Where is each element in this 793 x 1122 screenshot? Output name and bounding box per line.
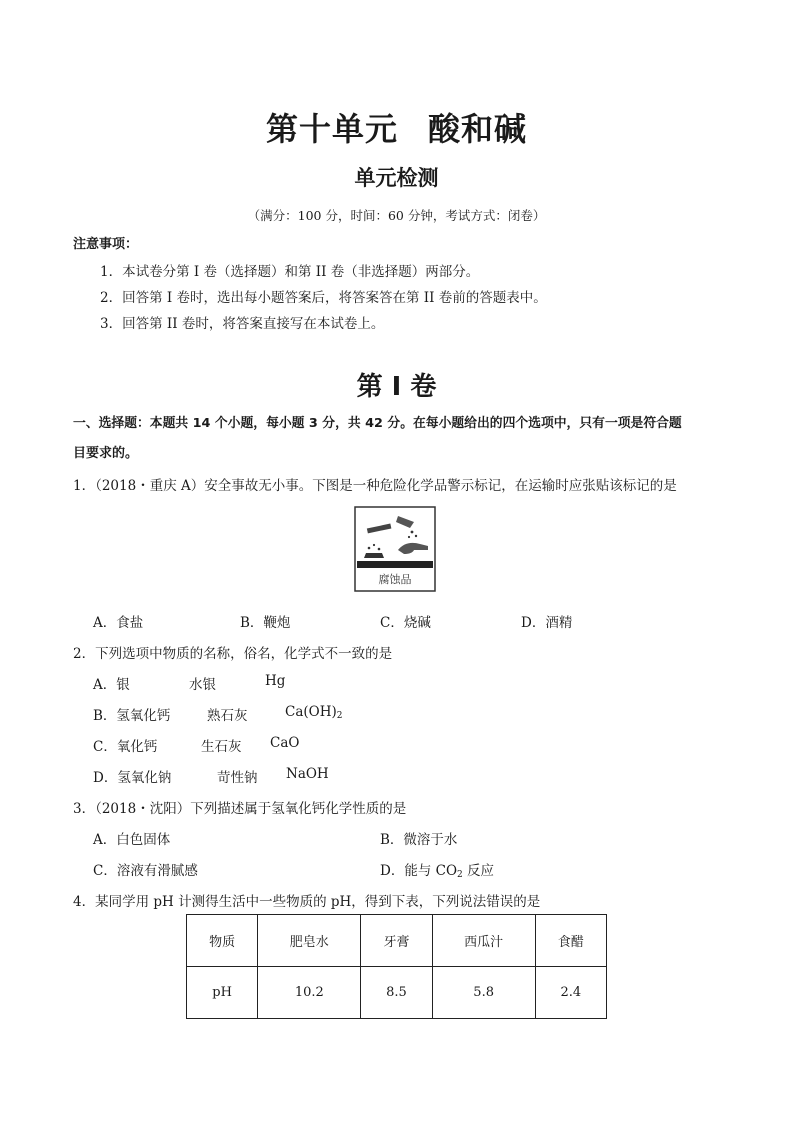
table-cell: 10.2 — [258, 967, 361, 1019]
q2-option-a-formula: Hg — [265, 673, 286, 689]
table-cell: 5.8 — [432, 967, 535, 1019]
table-row — [187, 915, 607, 967]
q1-option-b: B．鞭炮 — [240, 615, 291, 631]
q3-option-a: A．白色固体 — [93, 832, 171, 848]
table-header-cell: 西瓜汁 — [432, 915, 535, 967]
table-header-cell: 肥皂水 — [258, 915, 361, 967]
corrosive-warning-sign — [354, 506, 436, 592]
q3-stem: 3．（2018・沈阳）下列描述属于氢氧化钙化学性质的是 — [73, 801, 407, 817]
q2-option-c-common: 生石灰 — [201, 739, 242, 755]
q2-option-d-label: D．氢氧化钠 — [93, 770, 172, 786]
section-instruction-line1: 一、选择题：本题共 14 个小题，每小题 3 分，共 42 分。在每小题给出的四个选项中，只有一项是符合题 — [73, 416, 682, 431]
q2-option-c-label: C．氧化钙 — [93, 739, 158, 755]
q1-option-a: A．食盐 — [93, 615, 144, 631]
notice-heading: 注意事项： — [73, 237, 139, 252]
q2-stem: 2．下列选项中物质的名称，俗名，化学式不一致的是 — [73, 646, 393, 662]
q3-option-c: C．溶液有滑腻感 — [93, 863, 198, 879]
table-row — [187, 967, 607, 1019]
table-cell: pH — [187, 967, 258, 1019]
q2-option-d-formula: NaOH — [286, 766, 329, 782]
q2-option-b-formula: $Ca(OH)_2$ — [285, 704, 343, 721]
exam-meta: （满分：100 分，时间：60 分钟，考试方式：闭卷） — [247, 208, 546, 223]
q1-stem: 1．（2018・重庆 A）安全事故无小事。下图是一种危险化学品警示标记，在运输时应张贴该标记的是 — [73, 478, 677, 494]
q1-option-d: D．酒精 — [521, 615, 573, 631]
q2-option-a-label: A．银 — [93, 677, 130, 693]
notice-item-3: 3．回答第 II 卷时，将答案直接写在本试卷上。 — [100, 316, 385, 332]
table-cell: 8.5 — [361, 967, 432, 1019]
q1-option-c: C．烧碱 — [380, 615, 431, 631]
notice-item-1: 1．本试卷分第 I 卷（选择题）和第 II 卷（非选择题）两部分。 — [100, 264, 480, 280]
q3-option-d: D．能与 $CO_2$ 反应 — [380, 863, 495, 880]
q3-option-b: B．微溶于水 — [380, 832, 458, 848]
page-title: 第十单元 酸和碱 — [265, 110, 528, 148]
table-header-cell: 物质 — [187, 915, 258, 967]
section-instruction-line2: 目要求的。 — [73, 446, 139, 461]
q2-option-b-common: 熟石灰 — [207, 708, 248, 724]
table-cell: 2.4 — [535, 967, 606, 1019]
table-header-cell: 牙膏 — [361, 915, 432, 967]
ph-table — [186, 914, 607, 1019]
q2-option-a-common: 水银 — [189, 677, 216, 693]
q2-option-d-common: 苛性钠 — [217, 770, 258, 786]
notice-item-2: 2．回答第 I 卷时，选出每小题答案后，将答案答在第 II 卷前的答题表中。 — [100, 290, 547, 306]
q2-option-b-label: B．氢氧化钙 — [93, 708, 171, 724]
q2-option-c-formula: CaO — [270, 735, 300, 751]
sign-label: 腐蚀品 — [378, 573, 412, 586]
table-header-cell: 食醋 — [535, 915, 606, 967]
page-subtitle: 单元检测 — [354, 166, 439, 190]
q4-stem: 4．某同学用 pH 计测得生活中一些物质的 pH，得到下表，下列说法错误的是 — [73, 894, 541, 910]
volume-title: 第 I 卷 — [356, 372, 437, 402]
